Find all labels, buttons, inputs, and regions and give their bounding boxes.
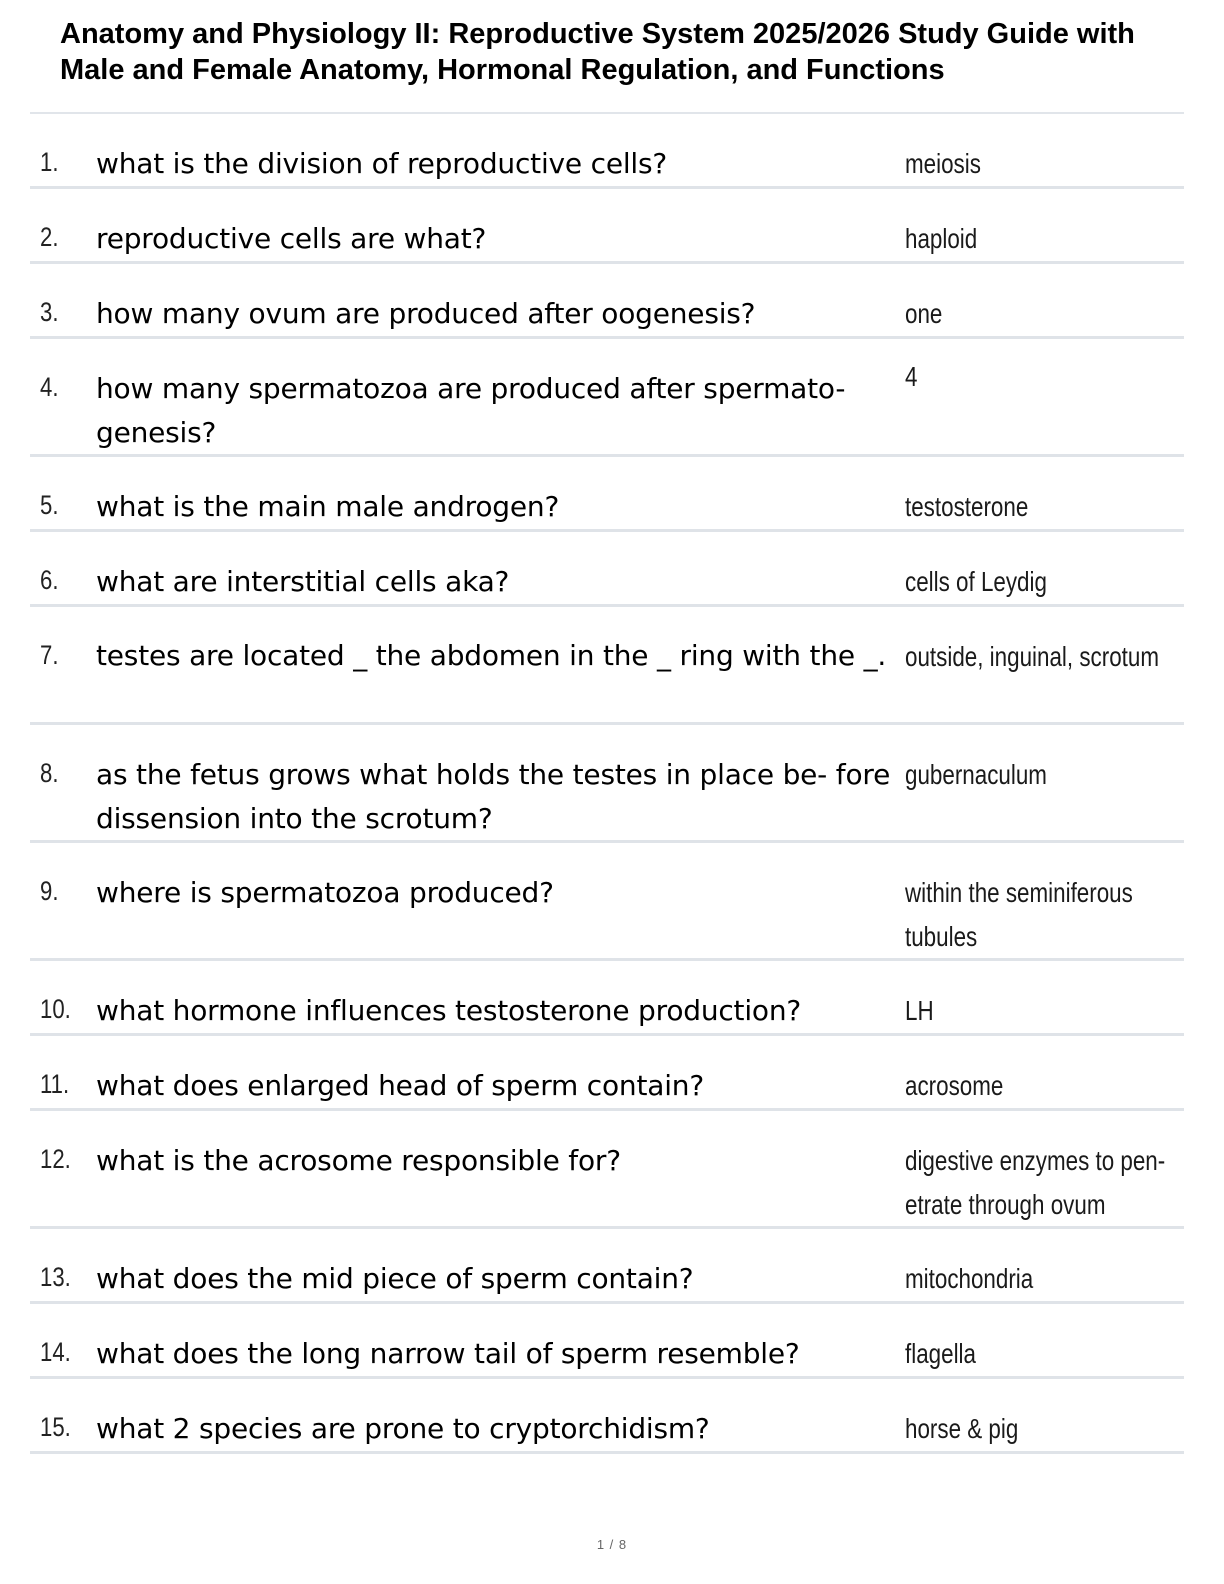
card-number: 12.	[40, 1144, 71, 1174]
card-number: 5.	[40, 490, 59, 520]
card-number: 7.	[40, 640, 59, 670]
flashcard-row	[30, 1379, 1184, 1454]
flashcard-row	[30, 189, 1184, 264]
card-answer: flagella	[905, 1338, 976, 1369]
card-answer: gubernaculum	[905, 759, 1047, 790]
flashcard-row	[30, 457, 1184, 532]
card-question: what does the mid piece of sperm contain?	[96, 1262, 694, 1295]
card-answer: outside, inguinal, scrotum	[905, 641, 1160, 672]
card-answer: mitochondria	[905, 1263, 1034, 1294]
card-answer: meiosis	[905, 148, 981, 179]
card-question: as the fetus grows what holds the testes in place be- fore dissension into the scrotum?	[96, 758, 891, 835]
card-number: 14.	[40, 1337, 71, 1367]
card-number: 9.	[40, 876, 59, 906]
card-question: reproductive cells are what?	[96, 222, 487, 255]
card-answer: LH	[905, 995, 934, 1026]
flashcard-row	[30, 1229, 1184, 1304]
card-answer: 4	[905, 361, 918, 392]
flashcard-row	[30, 961, 1184, 1036]
card-number: 6.	[40, 565, 59, 595]
card-question: testes are located _ the abdomen in the _ ring with the _.	[96, 639, 887, 672]
card-question: what is the acrosome responsible for?	[96, 1144, 621, 1177]
page-indicator: 1 / 8	[596, 1537, 628, 1552]
card-question: how many spermatozoa are produced after spermato- genesis?	[96, 372, 846, 449]
flashcard-row	[30, 1036, 1184, 1111]
card-question: what hormone influences testosterone production?	[96, 994, 802, 1027]
flashcard-row	[30, 264, 1184, 339]
card-answer: within the seminiferous tubules	[905, 877, 1133, 952]
card-question: what are interstitial cells aka?	[96, 565, 510, 598]
card-number: 1.	[40, 147, 59, 177]
card-answer: digestive enzymes to pen- etrate through ovum	[905, 1145, 1166, 1220]
card-answer: acrosome	[905, 1070, 1004, 1101]
card-number: 13.	[40, 1262, 71, 1292]
card-number: 3.	[40, 297, 59, 327]
flashcard-list	[30, 114, 1184, 1454]
flashcard-row	[30, 1304, 1184, 1379]
card-answer: haploid	[905, 223, 978, 254]
flashcard-row	[30, 114, 1184, 189]
card-number: 11.	[40, 1069, 70, 1099]
flashcard-row	[30, 843, 1184, 961]
flashcard-row	[30, 607, 1184, 725]
flashcard-row	[30, 532, 1184, 607]
document-title: Anatomy and Physiology II: Reproductive System 2025/2026 Study Guide with Male and Female Anatomy, Hormonal Regulation, and Functions	[60, 18, 1135, 86]
card-answer: testosterone	[905, 491, 1029, 522]
flashcard-row	[30, 725, 1184, 843]
card-question: how many ovum are produced after oogenesis?	[96, 297, 756, 330]
card-number: 10.	[40, 994, 71, 1024]
card-question: what does enlarged head of sperm contain?	[96, 1069, 704, 1102]
card-question: what does the long narrow tail of sperm resemble?	[96, 1337, 800, 1370]
flashcard-row	[30, 339, 1184, 457]
card-answer: one	[905, 298, 943, 329]
card-answer: cells of Leydig	[905, 566, 1047, 597]
card-question: what is the main male androgen?	[96, 490, 560, 523]
flashcard-row	[30, 1111, 1184, 1229]
card-number: 8.	[40, 758, 59, 788]
card-number: 4.	[40, 372, 59, 402]
card-number: 15.	[40, 1412, 71, 1442]
card-question: what 2 species are prone to cryptorchidism?	[96, 1412, 710, 1445]
card-question: what is the division of reproductive cells?	[96, 147, 668, 180]
card-answer: horse & pig	[905, 1413, 1019, 1444]
card-question: where is spermatozoa produced?	[96, 876, 554, 909]
card-number: 2.	[40, 222, 59, 252]
